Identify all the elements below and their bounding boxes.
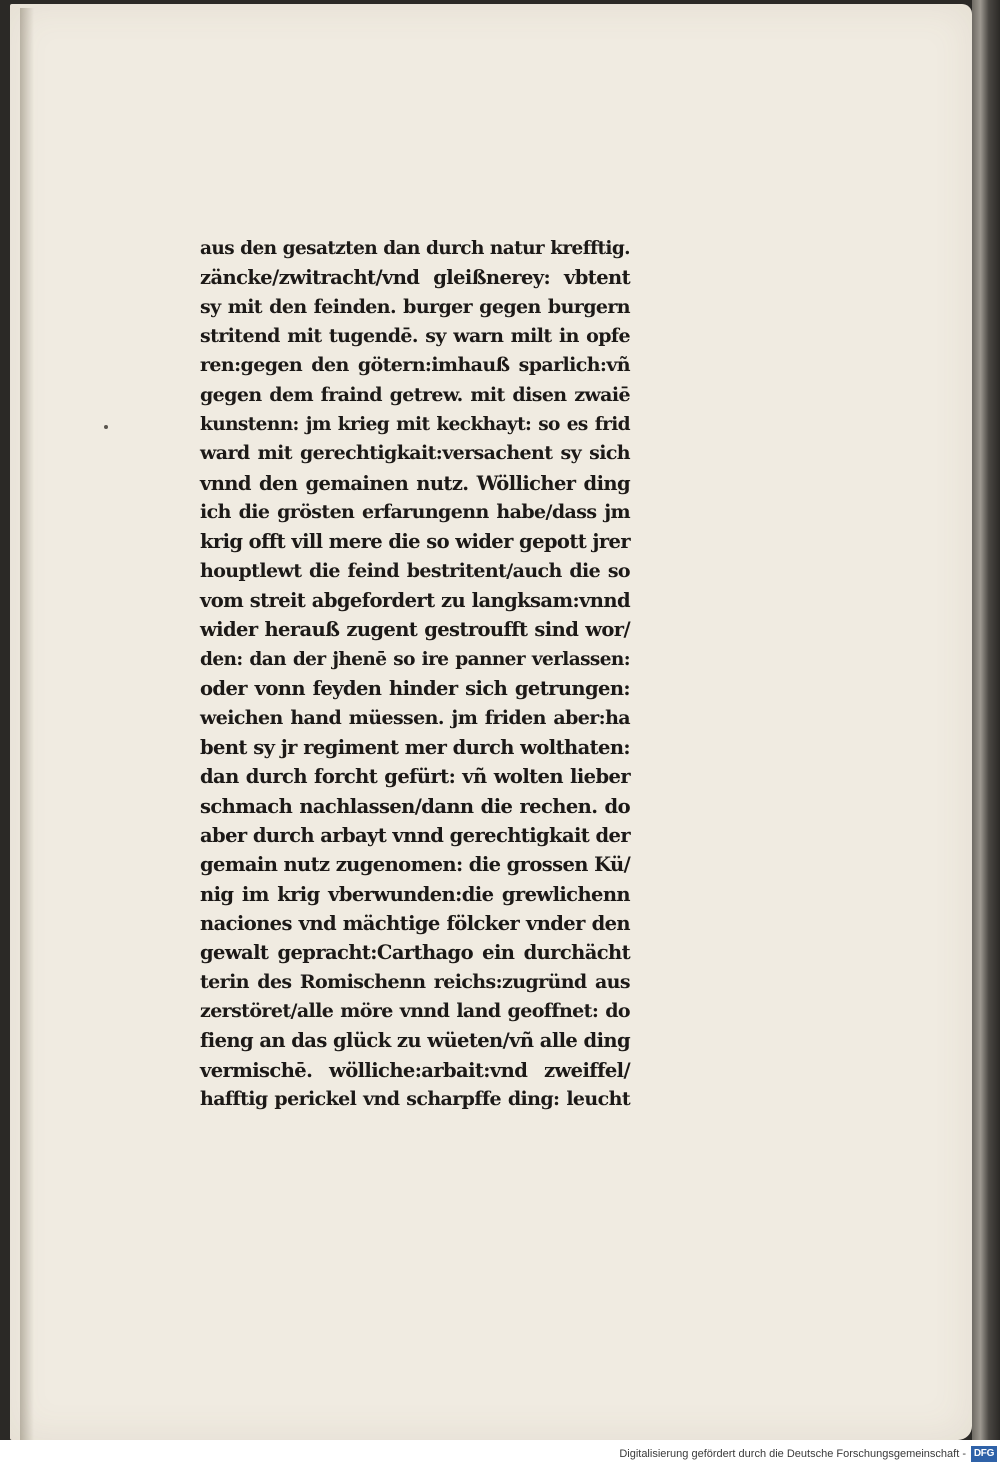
text-line: naciones vnd mächtige fölcker vnder den xyxy=(200,911,630,935)
text-line: zerstöret/alle möre vnnd land geoffnet: do xyxy=(200,999,630,1022)
text-line: aber durch arbayt vnnd gerechtigkait der xyxy=(200,823,630,847)
dfg-logo: DFG xyxy=(971,1446,997,1462)
text-line: oder vonn feyden hinder sich getrungen: xyxy=(200,677,630,701)
text-line: zäncke/zwitracht/vnd gleißnerey: vbtent xyxy=(200,266,630,290)
text-line: ich die grösten erfarungenn habe/dass jm xyxy=(200,501,630,524)
text-line: weichen hand müessen. jm friden aber:ha xyxy=(200,706,630,729)
text-line: krig offt vill mere die so wider gepott jrer xyxy=(200,530,630,554)
paper-speck xyxy=(104,425,108,429)
text-line: kunstenn: jm krieg mit keckhayt: so es frid xyxy=(200,414,630,436)
text-line: sy mit den feinden. burger gegen burgern xyxy=(200,295,630,318)
text-line: hafftig perickel vnd scharpffe ding: leucht xyxy=(200,1087,630,1110)
text-line: gemain nutz zugenomen: die grossen Kü/ xyxy=(200,853,631,877)
text-line: dan durch forcht gefürt: vñ wolten lieber xyxy=(200,765,630,789)
text-line: wider herauß zugent gestroufft sind wor/ xyxy=(200,618,630,642)
text-line: nig im krig vberwunden:die grewlichenn xyxy=(200,882,630,906)
text-block xyxy=(200,234,630,1114)
text-line: stritend mit tugendē. sy warn milt in opfe xyxy=(200,325,630,348)
footer-bar xyxy=(0,1440,1000,1469)
text-line: bent sy jr regiment mer durch wolthaten: xyxy=(200,735,630,759)
text-line: den: dan der jhenē so ire panner verlassen: xyxy=(200,648,630,670)
funding-credit: Digitalisierung gefördert durch die Deutsche Forschungsgemeinschaft - xyxy=(619,1448,966,1460)
text-line: vnnd den gemainen nutz. Wöllicher ding xyxy=(200,471,630,495)
text-line: schmach nachlassen/dann die rechen. do xyxy=(200,794,630,818)
text-line: gewalt gepracht:Carthago ein durchächt xyxy=(200,941,630,965)
text-line: ward mit gerechtigkait:versachent sy sich xyxy=(200,442,630,465)
text-line: fieng an das glück zu wüeten/vñ alle ding xyxy=(200,1029,630,1053)
text-line: vermischē. wölliche:arbait:vnd zweiffel/ xyxy=(200,1058,630,1082)
page-edge xyxy=(972,0,1000,1440)
text-line: gegen dem fraind getrew. mit disen zwaiē xyxy=(200,383,630,406)
text-line: terin des Romischenn reichs:zugründ aus xyxy=(200,970,630,993)
text-line: houptlewt die feind bestritent/auch die so xyxy=(200,559,630,582)
text-line: ren:gegen den götern:imhauß sparlich:vñ xyxy=(200,354,630,377)
binding-shadow xyxy=(20,8,34,1444)
text-line: aus den gesatzten dan durch natur krefftig. xyxy=(200,238,630,259)
text-line: vom streit abgefordert zu langksam:vnnd xyxy=(200,589,630,613)
